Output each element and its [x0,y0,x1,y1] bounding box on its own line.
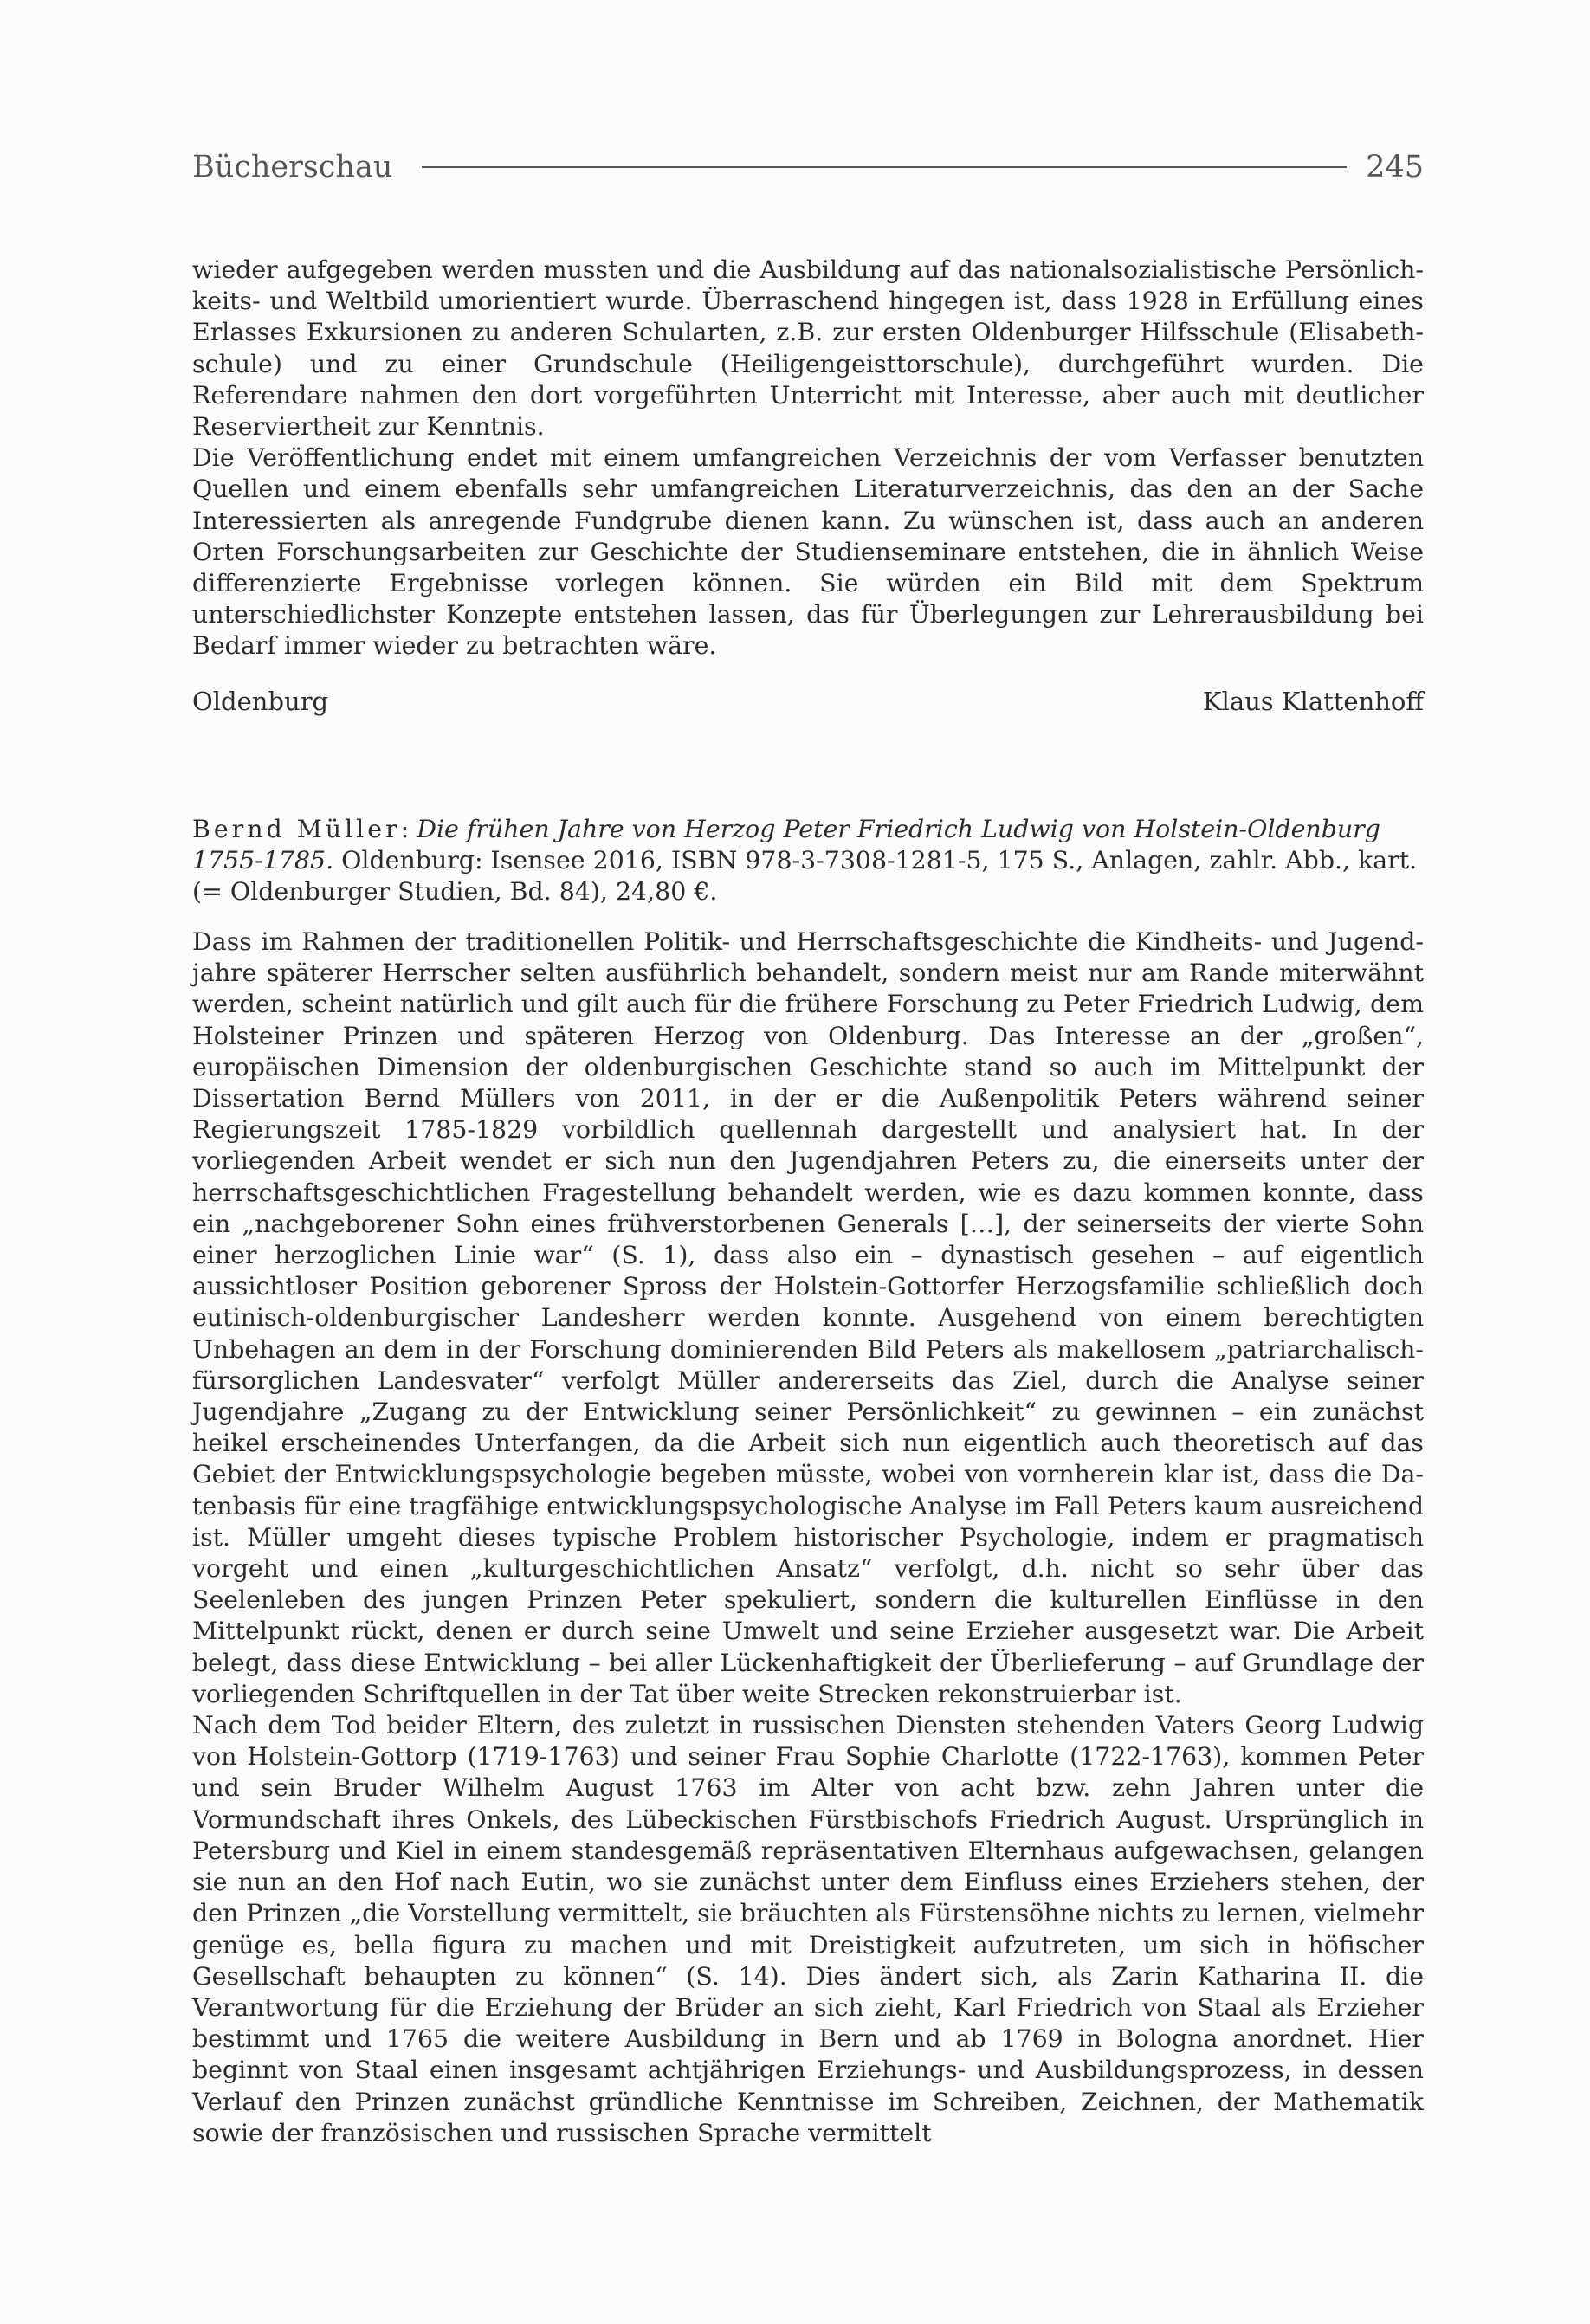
signature-place: Oldenburg [192,687,329,716]
paragraph: Dass im Rahmen der traditionellen Politik- und Herrschaftsgeschichte die Kindheits- und Jugendjahre späterer Herrscher selten ausführlich behandelt, sondern meist nur am Rande miterwähnt werden, scheint natürlich und gilt auch für die frühere Forschung zu Peter Friedrich Ludwig, dem Holsteiner Prinzen und späteren Herzog von Oldenburg. Das Interesse an der „großen“, europäischen Dimension der oldenburgischen Geschichte stand so auch im Mittelpunkt der Dissertation Bernd Müllers von 2011, in der er die Außenpolitik Peters während seiner Regierungszeit 1785-1829 vorbildlich quellennah dargestellt und analysiert hat. In der vorliegenden Arbeit wendet er sich nun den Jugendjahren Peters zu, die einerseits unter der herrschaftsgeschichtlichen Fragestellung behandelt werden, wie es dazu kommen konnte, dass ein „nachgeborener Sohn eines frühverstorbenen Generals […], der seinerseits der vierte Sohn einer herzoglichen Linie war“ (S. 1), dass also ein – dynastisch gesehen – auf eigentlich aussichtloser Position geborener Spross der Holstein-Gottorfer Herzogsfamilie schließlich doch eutinisch-oldenburgischer Landesherr werden konnte. Ausgehend von einem berechtigten Unbehagen an dem in der Forschung dominierenden Bild Peters als makellosem „patriarchalisch-fürsorglichen Landesvater“ verfolgt Müller andererseits das Ziel, durch die Analyse seiner Jugendjahre „Zugang zu der Entwicklung seiner Persönlichkeit“ zu gewinnen – ein zunächst heikel erscheinendes Unterfangen, da die Arbeit sich nun eigentlich auch theoretisch auf das Gebiet der Entwicklungspsychologie begeben müsste, wobei von vornherein klar ist, dass die Datenbasis für eine tragfähige entwicklungspsychologische Analyse im Fall Peters kaum ausreichend ist. Müller umgeht dieses typische Problem historischer Psychologie, indem er pragmatisch vorgeht und einen „kulturgeschichtlichen Ansatz“ verfolgt, d.h. nicht so sehr über das Seelenleben des jungen Prinzen Peter spekuliert, sondern die kulturellen Einflüsse in den Mittelpunkt rückt, denen er durch seine Umwelt und seine Erzieher ausgesetzt war. Die Arbeit belegt, dass diese Entwicklung – bei aller Lückenhaftigkeit der Überlieferung – auf Grundlage der vorliegenden Schriftquellen in der Tat über weite Strecken rekonstruierbar ist. [192,927,1424,1708]
paragraph: Nach dem Tod beider Eltern, des zuletzt in russischen Diensten stehenden Vaters Georg Ludwig von Holstein-Gottorp (1719-1763) und seiner Frau Sophie Charlotte (1722-1763), kommen Peter und sein Bruder Wilhelm August 1763 im Alter von acht bzw. zehn Jahren unter die Vormundschaft ihres Onkels, des Lübeckischen Fürstbischofs Friedrich August. Ursprünglich in Petersburg und Kiel in einem standesgemäß repräsentativen Elternhaus aufgewachsen, gelangen sie nun an den Hof nach Eutin, wo sie zunächst unter dem Einfluss eines Erziehers stehen, der den Prinzen „die Vorstellung vermittelt, sie bräuchten als Fürstensöhne nichts zu lernen, vielmehr genüge es, bella figura zu machen und mit Dreistigkeit aufzutreten, um sich in höfischer Gesellschaft behaupten zu können“ (S. 14). Dies ändert sich, als Zarin Katharina II. die Verantwortung für die Erziehung der Brüder an sich zieht, Karl Friedrich von Staal als Erzieher bestimmt und 1765 die weitere Ausbildung in Bern und ab 1769 in Bologna anordnet. Hier beginnt von Staal einen insgesamt achtjährigen Erziehungs- und Ausbildungsprozess, in dessen Verlauf den Prinzen zunächst gründliche Kenntnisse im Schreiben, Zeichnen, der Mathematik sowie der französischen und russischen Sprache vermittelt [192,1711,1424,2147]
review1-signature [192,687,1424,716]
page-number: 245 [1366,150,1424,184]
running-header [192,145,1424,189]
header-rule [422,166,1347,168]
bibliographic-entry [192,814,1424,908]
book-title: Die frühen Jahre von Herzog Peter Friedrich Ludwig von Holstein-Oldenburg 1755-1785. [192,815,1380,875]
paragraph: Die Veröffentlichung endet mit einem umfangreichen Verzeichnis der vom Verfasser benutzten Quellen und einem ebenfalls sehr umfangreichen Literaturverzeichnis, das den an der Sache Interessierten als anregende Fundgrube dienen kann. Zu wünschen ist, dass auch an anderen Orten Forschungsarbeiten zur Geschichte der Studienseminare entstehen, die in ähnlich Weise differenzierte Ergebnisse vorlegen können. Sie würden ein Bild mit dem Spektrum unterschiedlichster Konzepte entstehen lassen, das für Überlegungen zur Lehrerausbildung bei Bedarf immer wieder zu betrachten wäre. [192,443,1424,661]
running-header-title: Bücherschau [192,150,393,184]
review1-text [192,255,1424,662]
signature-reviewer: Klaus Klattenhoff [1202,687,1424,716]
book-author: Bernd Müller [192,815,401,843]
paragraph: wieder aufgegeben werden mussten und die Ausbildung auf das nationalsozialistische Persönlichkeits- und Weltbild umorientiert wurde. Überraschend hingegen ist, dass 1928 in Erfüllung eines Erlasses Exkursionen zu anderen Schularten, z.B. zur ersten Oldenburger Hilfsschule (Elisabethschule) und zu einer Grundschule (Heiligengeisttorschule), durchgeführt wurden. Die Referendare nahmen den dort vorgeführten Unterricht mit Interesse, aber auch mit deutlicher Reserviertheit zur Kenntnis. [192,255,1424,442]
review2-text [192,926,1424,2149]
review2-bibliography [192,814,1424,908]
author-separator: : [400,815,417,843]
publication-details: Oldenburg: Isensee 2016, ISBN 978-3-7308-1281-5, 175 S., Anlagen, zahlr. Abb., kart. (= Oldenburger Studien, Bd. 84), 24,80 €. [192,846,1418,907]
